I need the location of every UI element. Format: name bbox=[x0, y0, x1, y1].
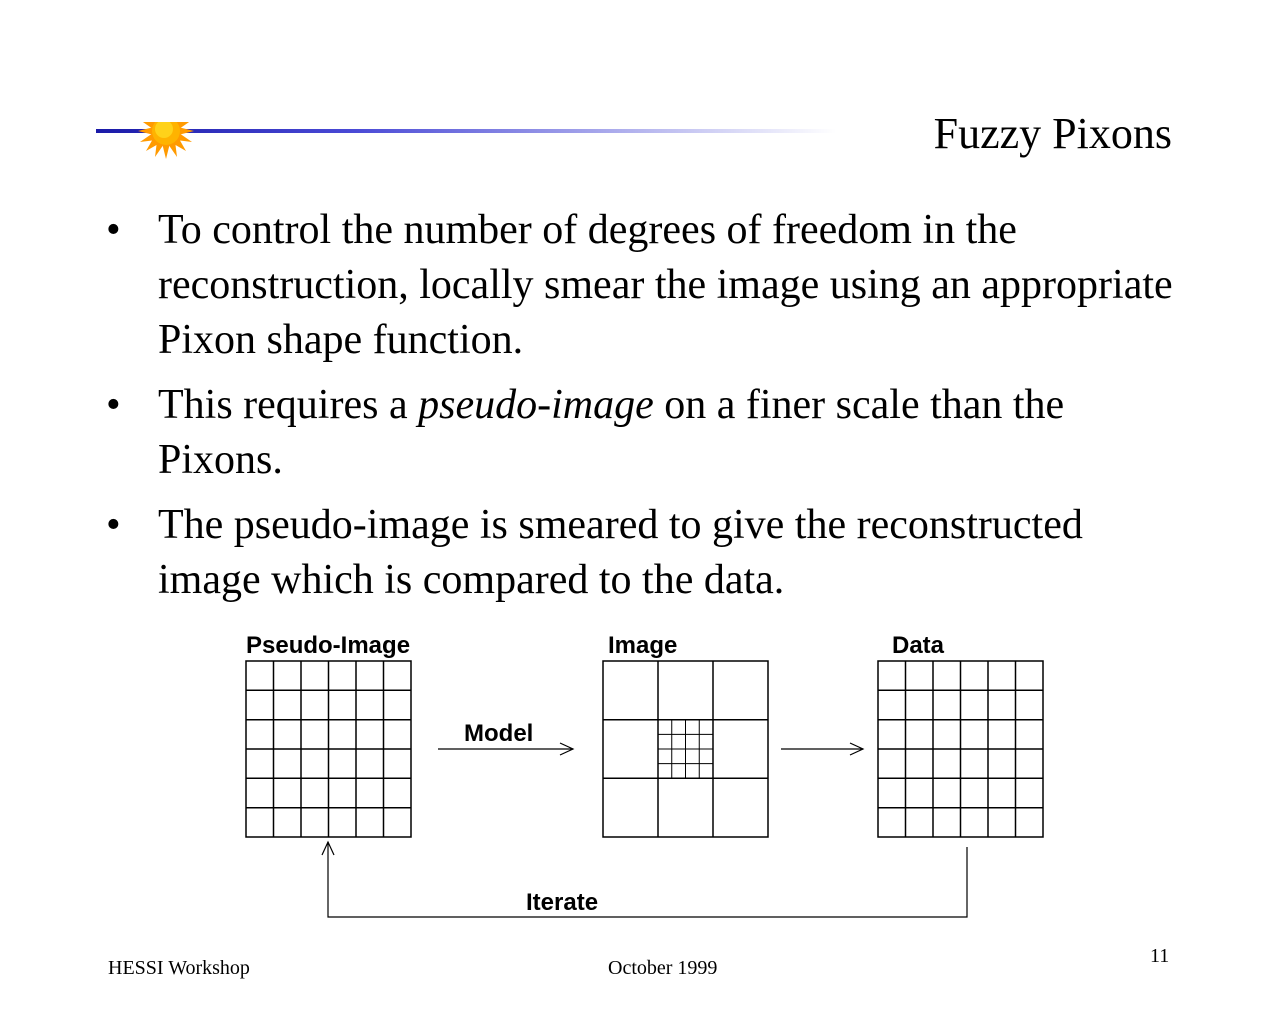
iterate-label: Iterate bbox=[526, 889, 599, 916]
bullet-item bbox=[106, 378, 1186, 488]
bullet-glyph: • bbox=[106, 382, 121, 428]
bullet-list bbox=[106, 203, 1186, 618]
data-grid bbox=[878, 661, 1043, 837]
header-decoration bbox=[96, 122, 836, 162]
bullet-text: To control the number of degrees of freedom in the reconstruction, locally smear the image using an appropriate Pixon shape function. bbox=[158, 207, 1173, 363]
page-number: 11 bbox=[1150, 945, 1170, 967]
slide-title: Fuzzy Pixons bbox=[933, 109, 1172, 158]
pseudo-image-grid bbox=[246, 661, 411, 837]
pseudo-image-label: Pseudo-Image bbox=[246, 632, 411, 659]
bullet-text: on a finer scale than the Pixons. bbox=[158, 382, 1065, 483]
data-label: Data bbox=[892, 632, 945, 659]
footer-date: October 1999 bbox=[608, 957, 718, 979]
image-grid bbox=[603, 661, 768, 837]
bullet-emphasis: pseudo-image bbox=[418, 382, 654, 428]
image-label: Image bbox=[608, 632, 678, 659]
pixon-diagram bbox=[0, 620, 1280, 940]
bullet-glyph: • bbox=[106, 502, 121, 548]
bullet-item bbox=[106, 203, 1186, 368]
footer-event: HESSI Workshop bbox=[108, 957, 250, 979]
bullet-glyph: • bbox=[106, 207, 121, 253]
iterate-loop-arrow bbox=[322, 842, 967, 917]
image-to-data-arrow bbox=[781, 743, 863, 755]
bullet-item bbox=[106, 498, 1186, 608]
model-label: Model bbox=[464, 720, 534, 747]
sun-icon bbox=[138, 122, 194, 159]
bullet-text: The pseudo-image is smeared to give the reconstructed image which is compared to the data. bbox=[158, 502, 1083, 603]
title-rule bbox=[96, 129, 836, 133]
bullet-text: This requires a bbox=[158, 382, 419, 428]
